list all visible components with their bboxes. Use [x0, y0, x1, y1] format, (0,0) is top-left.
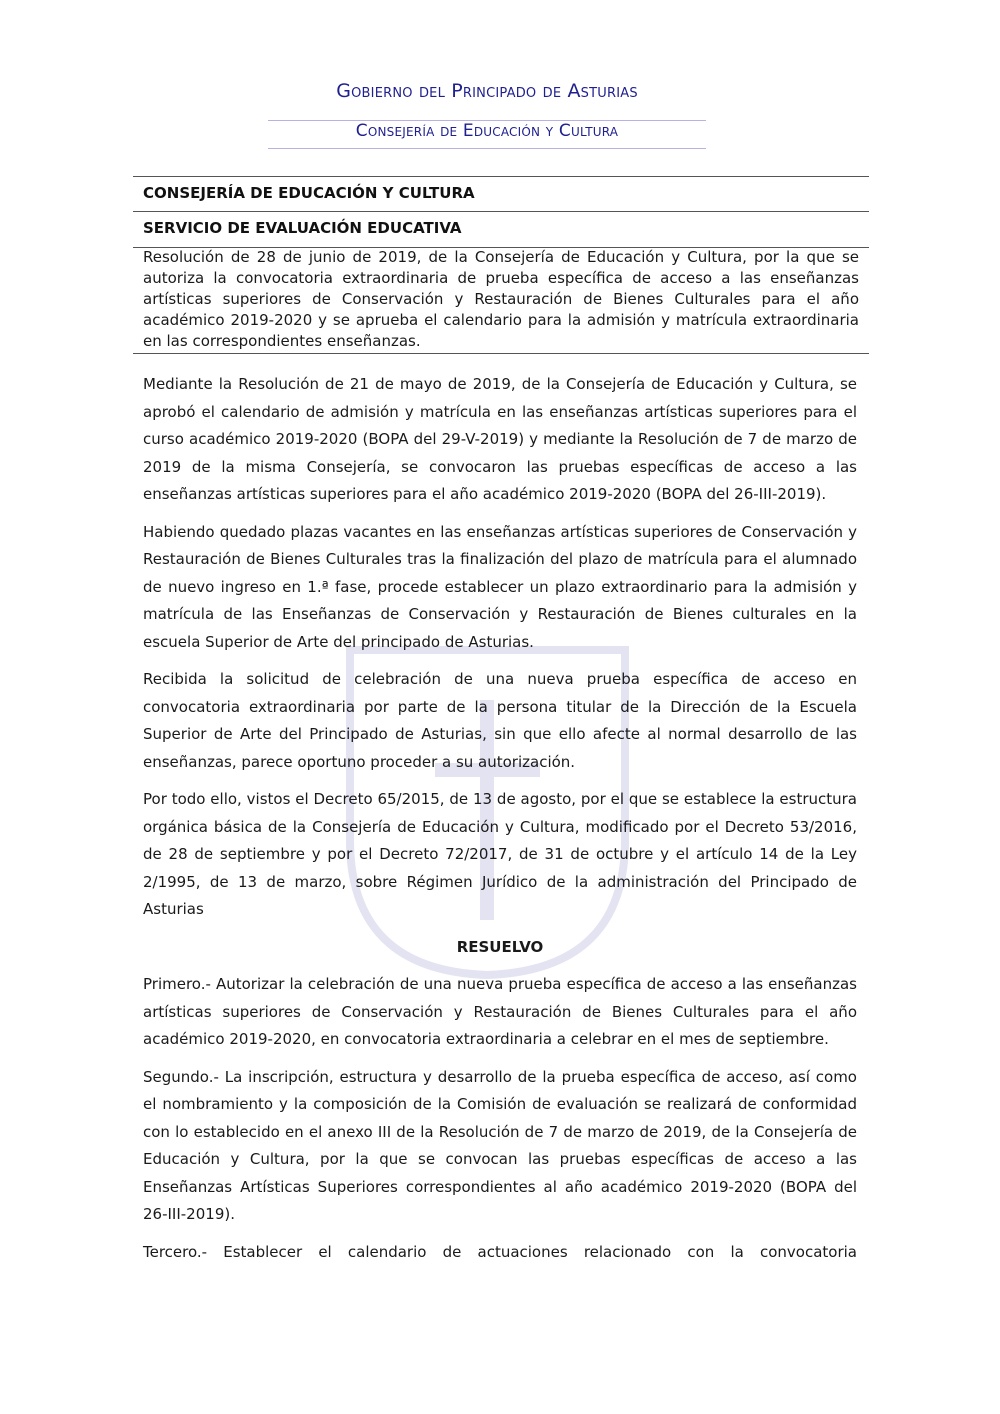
resolve-heading: RESUELVO	[456, 937, 544, 956]
letterhead-government: Gobierno del Principado de Asturias	[336, 80, 638, 102]
resolution-summary: Resolución de 28 de junio de 2019, de la Consejería de Educación y Cultura, por la que se autoriza la convocatoria extraordinaria de prueba específica de acceso a las enseñanzas artísticas superiores de Conservación y Restauración de Bienes Culturales para el año académico 2019-2020 y se aprueba el calendario para la admisión y matrícula extraordinaria en las correspondientes enseñanzas.	[143, 248, 859, 350]
paragraph: Habiendo quedado plazas vacantes en las enseñanzas artísticas superiores de Conservación y Restauración de Bienes Culturales tras la finalización del plazo de matrícula para el alumnado de nuevo ingreso en 1.ª fase, procede establecer un plazo extraordinario para la admisión y matrícula de las Enseñanzas de Conservación y Restauración de Bienes culturales en la escuela Superior de Arte del principado de Asturias.	[143, 522, 857, 651]
department-heading: CONSEJERÍA DE EDUCACIÓN Y CULTURA	[143, 184, 475, 202]
document-body	[143, 371, 857, 1276]
rule	[133, 176, 869, 177]
paragraph: Por todo ello, vistos el Decreto 65/2015, de 13 de agosto, por el que se establece la estructura orgánica básica de la Consejería de Educación y Cultura, modificado por el Decreto 53/2016, de 28 de septiembre y por el Decreto 72/2017, de 31 de octubre y el artículo 14 de la Ley 2/1995, de 13 de marzo, sobre Régimen Jurídico de la administración del Principado de Asturias	[143, 790, 857, 918]
service-heading: SERVICIO DE EVALUACIÓN EDUCATIVA	[143, 219, 462, 237]
rule	[133, 211, 869, 212]
letterhead-divider	[268, 148, 706, 149]
letterhead-department: Consejería de Educación y Cultura	[355, 121, 619, 141]
paragraph: Recibida la solicitud de celebración de una nueva prueba específica de acceso en convocatoria extraordinaria por parte de la persona titular de la Dirección de la Escuela Superior de Arte del Principado de Asturias, sin que ello afecte al normal desarrollo de las enseñanzas, parece oportuno proceder a su autorización.	[143, 670, 857, 771]
rule	[133, 353, 869, 354]
article-first: Primero.- Autorizar la celebración de una nueva prueba específica de acceso a las enseñanzas artísticas superiores de Conservación y Restauración de Bienes Culturales para el año académico 2019-2020, en convocatoria extraordinaria a celebrar en el mes de septiembre.	[143, 975, 857, 1048]
article-third: Tercero.- Establecer el calendario de actuaciones relacionado con la convocatoria	[143, 1242, 857, 1261]
paragraph: Mediante la Resolución de 21 de mayo de 2019, de la Consejería de Educación y Cultura, se aprobó el calendario de admisión y matrícula en las enseñanzas artísticas superiores para el curso académico 2019-2020 (BOPA del 29-V-2019) y mediante la Resolución de 7 de marzo de 2019 de la misma Consejería, se convocaron las pruebas específicas de acceso a las enseñanzas artísticas superiores para el año académico 2019-2020 (BOPA del 26-III-2019).	[143, 375, 857, 503]
article-second: Segundo.- La inscripción, estructura y desarrollo de la prueba específica de acceso, así como el nombramiento y la composición de la Comisión de evaluación se realizará de conformidad con lo establecido en el anexo III de la Resolución de 7 de marzo de 2019, de la Consejería de Educación y Cultura, por la que se convocan las pruebas específicas de acceso a las Enseñanzas Artísticas Superiores correspondientes al año académico 2019-2020 (BOPA del 26-III-2019).	[143, 1067, 857, 1223]
